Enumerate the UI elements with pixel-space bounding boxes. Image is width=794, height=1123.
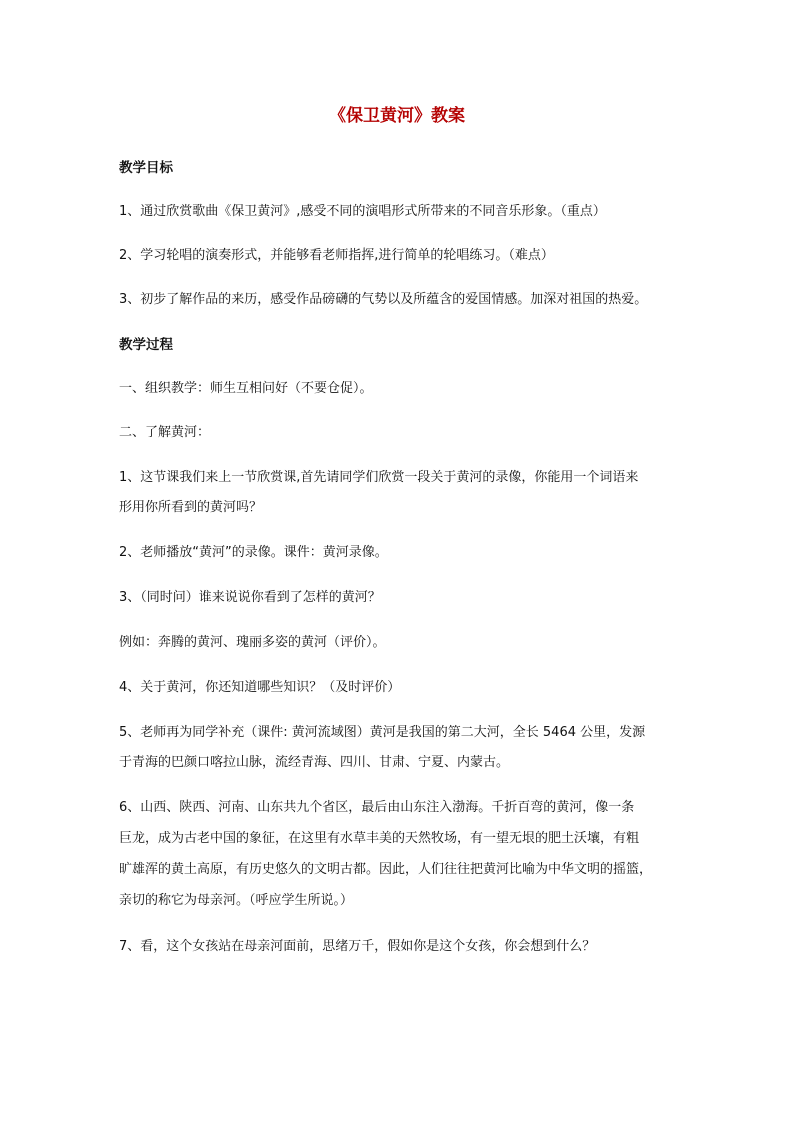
process-line: 6、山西、陕西、河南、山东共九个省区，最后由山东注入渤海。千折百弯的黄河，像一条	[119, 800, 635, 815]
objective-item: 3、初步了解作品的来历，感受作品磅礴的气势以及所蕴含的爱国情感。加深对祖国的热爱。	[119, 292, 648, 307]
process-line: 一、组织教学：师生互相问好（不要仓促）。	[119, 381, 373, 396]
objective-item: 2、学习轮唱的演奏形式，并能够看老师指挥,进行简单的轮唱练习。（难点）	[119, 248, 554, 263]
process-line: 7、看，这个女孩站在母亲河面前，思绪万千，假如你是这个女孩，你会想到什么？	[119, 939, 596, 954]
process-line: 二、了解黄河：	[119, 425, 211, 440]
process-line: 5、老师再为同学补充（课件: 黄河流域图）黄河是我国的第二大河，全长 5464 公里，发源	[119, 725, 646, 740]
process-heading: 教学过程	[119, 337, 173, 353]
process-line: 巨龙，成为古老中国的象征，在这里有水草丰美的天然牧场，有一望无垠的肥土沃壤，有粗	[119, 831, 640, 846]
process-line: 于青海的巴颜口喀拉山脉，流经青海、四川、甘肃、宁夏、内蒙古。	[119, 755, 510, 770]
process-line: 亲切的称它为母亲河。（呼应学生所说。）	[119, 893, 354, 908]
process-line: 旷雄浑的黄土高原，有历史悠久的文明古都。因此，人们往往把黄河比喻为中华文明的摇篮，	[119, 862, 653, 877]
process-line: 1、这节课我们来上一节欣赏课,首先请同学们欣赏一段关于黄河的录像，你能用一个词语来	[119, 470, 639, 485]
objective-item: 1、通过欣赏歌曲《保卫黄河》,感受不同的演唱形式所带来的不同音乐形象。（重点）	[119, 204, 606, 219]
process-line: 形用你所看到的黄河吗？	[119, 500, 263, 515]
document-title: 《保卫黄河》教案	[329, 106, 465, 126]
process-line: 2、老师播放“黄河”的录像。课件：黄河录像。	[119, 545, 388, 560]
process-line: 4、关于黄河，你还知道哪些知识？（及时评价）	[119, 680, 401, 695]
process-line: 例如：奔腾的黄河、瑰丽多姿的黄河（评价）。	[119, 635, 386, 650]
process-line: 3、（同时问）谁来说说你看到了怎样的黄河？	[119, 590, 381, 605]
objectives-heading: 教学目标	[119, 160, 173, 176]
